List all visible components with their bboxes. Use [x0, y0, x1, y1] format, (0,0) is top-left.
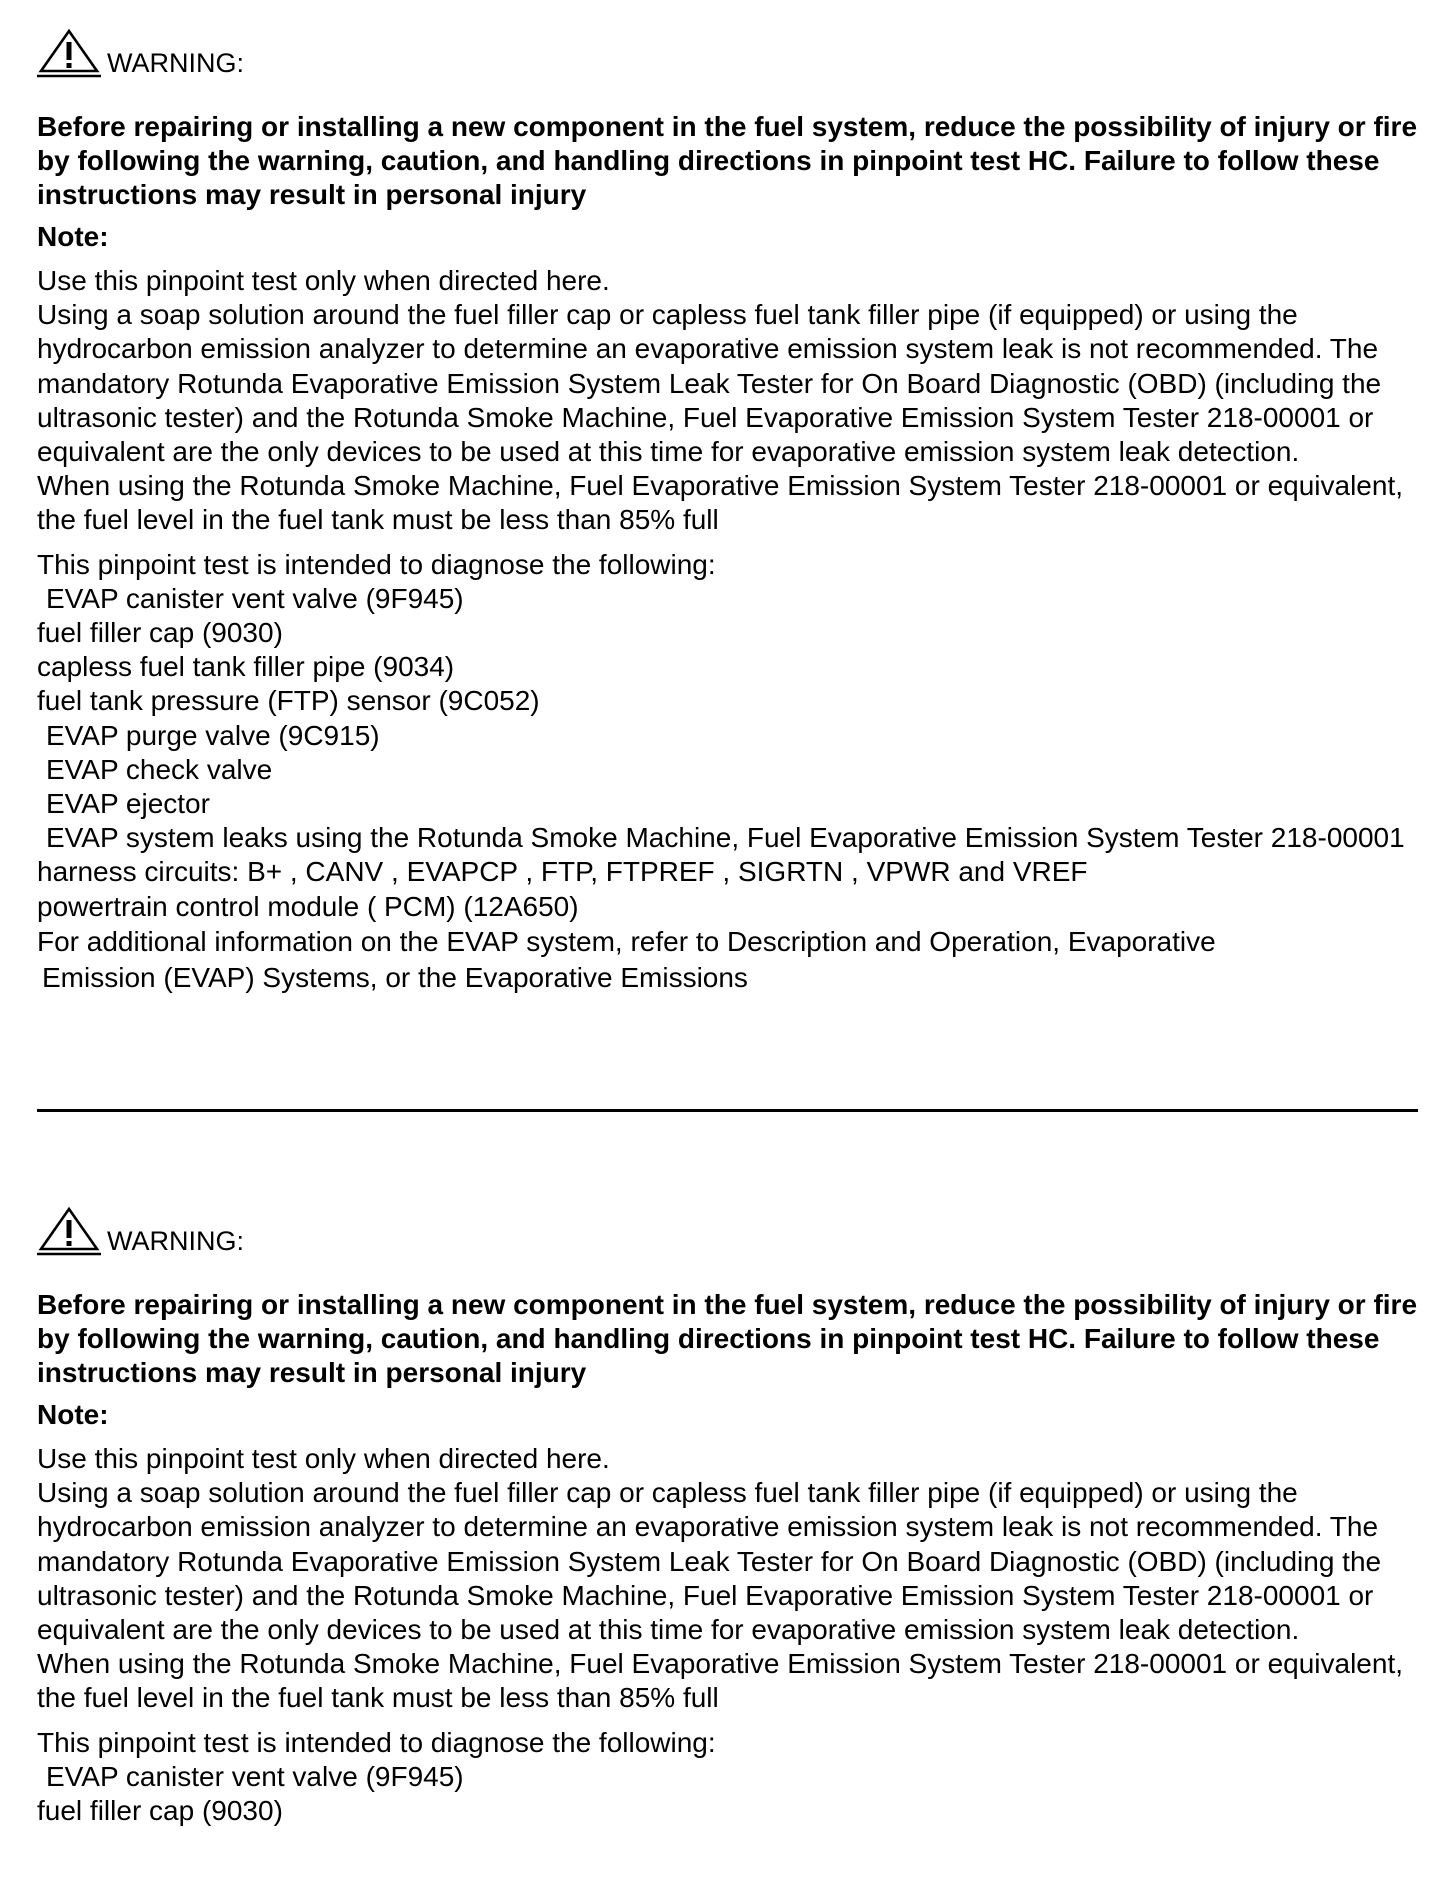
note-body — [37, 264, 1427, 538]
warning-label: WARNING: — [107, 1226, 244, 1256]
warning-header — [37, 24, 1427, 80]
reference-text — [37, 924, 1427, 996]
note-line: Using a soap solution around the fuel filler cap or capless fuel tank filler pipe (if equipped) or using the hydrocarbon emission analyzer to determine an evaporative emission system leak is not recommended. The mandatory Rotunda Evaporative Emission System Leak Tester for On Board Diagnostic (OBD) (including the ultrasonic tester) and the Rotunda Smoke Machine, Fuel Evaporative Emission System Tester 218-00001 or equivalent are the only devices to be used at this time for evaporative emission system leak detection. — [37, 1477, 1382, 1646]
list-item: EVAP canister vent valve (9F945) — [46, 1760, 464, 1792]
warning-triangle-icon — [37, 1206, 101, 1258]
list-item: EVAP canister vent valve (9F945) — [46, 582, 464, 614]
diagnose-intro: This pinpoint test is intended to diagnose the following: — [37, 548, 716, 580]
reference-line: Emission (EVAP) Systems, or the Evaporative Emissions — [42, 961, 748, 993]
list-item: fuel filler cap (9030) — [37, 617, 283, 649]
list-item: EVAP system leaks using the Rotunda Smoke Machine, Fuel Evaporative Emission System Tester 218-00001 — [46, 822, 1405, 854]
note-line: Use this pinpoint test only when directed here. — [37, 1443, 610, 1474]
note-line: When using the Rotunda Smoke Machine, Fuel Evaporative Emission System Tester 218-00001 or equivalent, the fuel level in the fuel tank must be less than 85% full — [37, 1648, 1403, 1714]
warning-triangle-icon — [37, 28, 101, 80]
warning-section-1 — [37, 24, 1427, 996]
note-body — [37, 1442, 1427, 1716]
list-item: fuel filler cap (9030) — [37, 1795, 283, 1827]
list-item: harness circuits: B+ , CANV , EVAPCP , FTP, FTPREF , SIGRTN , VPWR and VREF — [37, 856, 1088, 888]
reference-line: For additional information on the EVAP system, refer to Description and Operation, Evaporative — [37, 925, 1216, 957]
section-divider — [37, 1109, 1418, 1112]
diagnose-intro: This pinpoint test is intended to diagnose the following: — [37, 1726, 716, 1758]
list-item: EVAP ejector — [46, 788, 210, 820]
warning-text: Before repairing or installing a new component in the fuel system, reduce the possibility of injury or fire by following the warning, caution, and handling directions in pinpoint test HC. Failure to follow these instructions may result in personal injury — [37, 1289, 1418, 1388]
list-item: powertrain control module ( PCM) (12A650) — [37, 890, 579, 922]
note-label: Note: — [37, 221, 109, 252]
warning-section-2 — [37, 1202, 1427, 1828]
list-item: fuel tank pressure (FTP) sensor (9C052) — [37, 685, 540, 717]
warning-label: WARNING: — [107, 48, 244, 78]
note-line: Use this pinpoint test only when directed here. — [37, 265, 610, 296]
list-item: capless fuel tank filler pipe (9034) — [37, 651, 455, 683]
warning-header — [37, 1202, 1427, 1258]
diagnose-list — [37, 1760, 1427, 1828]
note-label: Note: — [37, 1399, 109, 1430]
list-item: EVAP purge valve (9C915) — [46, 719, 380, 751]
diagnose-list — [37, 582, 1427, 924]
warning-text: Before repairing or installing a new component in the fuel system, reduce the possibility of injury or fire by following the warning, caution, and handling directions in pinpoint test HC. Failure to follow these instructions may result in personal injury — [37, 111, 1418, 210]
list-item: EVAP check valve — [46, 753, 273, 785]
note-line: Using a soap solution around the fuel filler cap or capless fuel tank filler pipe (if equipped) or using the hydrocarbon emission analyzer to determine an evaporative emission system leak is not recommended. The mandatory Rotunda Evaporative Emission System Leak Tester for On Board Diagnostic (OBD) (including the ultrasonic tester) and the Rotunda Smoke Machine, Fuel Evaporative Emission System Tester 218-00001 or equivalent are the only devices to be used at this time for evaporative emission system leak detection. — [37, 299, 1382, 468]
note-line: When using the Rotunda Smoke Machine, Fuel Evaporative Emission System Tester 218-00001 or equivalent, the fuel level in the fuel tank must be less than 85% full — [37, 470, 1403, 536]
